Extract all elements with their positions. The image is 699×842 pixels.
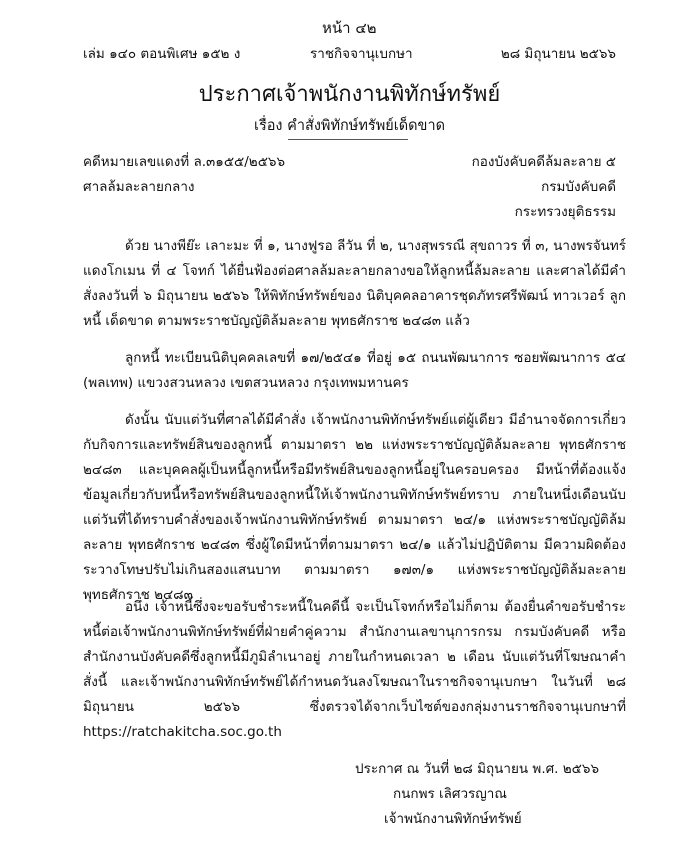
court-name: ศาลล้มละลายกลาง xyxy=(83,179,195,195)
title-divider xyxy=(288,139,408,140)
paragraph-creditor-claims: อนึ่ง เจ้าหนี้ซึ่งจะขอรับชำระหนี้ในคดีนี้ จะเป็นโจทก์หรือไม่ก็ตาม ต้องยื่นคำขอรับชำระหนี้ต่อเจ้าพนักงานพิทักษ์ทรัพย์ที่ฝ่ายคำคู่ความ สำนักงานเลขานุการกรม กรมบังคับคดี หรือ สำนักงานบังคับคดีซึ่งลูกหนี้มีภูมิลำเนาอยู่ ภายในกำหนดเวลา ๒ เดือน นับแต่วันที่โฆษณาคำสั่งนี้ และเจ้าพนักงานพิทักษ์ทรัพย์ได้กำหนดวันลงโฆษณาในราชกิจจานุเบกษา ในวันที่ ๒๘ มิถุนายน ๒๕๖๖ ซึ่งตรวจได้จากเว็บไซต์ของกลุ่มงานราชกิจจานุเบกษาที่ https://ratchakitcha.soc.go.th xyxy=(83,599,626,740)
gazette-date: ๒๘ มิถุนายน ๒๕๖๖ xyxy=(500,46,616,62)
gazette-name: ราชกิจจานุเบกษา xyxy=(310,46,413,62)
announcement-subject: เรื่อง คำสั่งพิทักษ์ทรัพย์เด็ดขาด xyxy=(253,118,446,134)
announcement-title: ประกาศเจ้าพนักงานพิทักษ์ทรัพย์ xyxy=(198,82,501,107)
department-name: กรมบังคับคดี xyxy=(541,179,616,195)
paragraph-petition: ด้วย นางพีย๊ะ เลาะมะ ที่ ๑, นางฟูรอ ลีวัน ที่ ๒, นางสุพรรณี สุขถาวร ที่ ๓, นางพรจันทร์ แดงโกเมน ที่ ๔ โจทก์ ได้ยื่นฟ้องต่อศาลล้มละลายกลางขอให้ลูกหนี้ล้มละลาย และศาลได้มีคำสั่งลงวันที่ ๖ มิถุนายน ๒๕๖๖ ให้พิทักษ์ทรัพย์ของ นิติบุคคลอาคารชุดภัทรศรีพัฒน์ ทาวเวอร์ ลูกหนี้ เด็ดขาด ตามพระราชบัญญัติล้มละลาย พุทธศักราช ๒๔๘๓ แล้ว xyxy=(83,238,626,329)
division-name: กองบังคับคดีล้มละลาย ๕ xyxy=(471,154,616,170)
signatory-position: เจ้าพนักงานพิทักษ์ทรัพย์ xyxy=(384,811,522,827)
paragraph-debtor-address: ลูกหนี้ ทะเบียนนิติบุคคลเลขที่ ๑๗/๒๕๔๑ ที่อยู่ ๑๕ ถนนพัฒนาการ ซอยพัฒนาการ ๕๔ (พลเทพ) แขวงสวนหลวง เขตสวนหลวง กรุงเทพมหานคร xyxy=(83,350,626,391)
paragraph-trustee-powers: ดังนั้น นับแต่วันที่ศาลได้มีคำสั่ง เจ้าพนักงานพิทักษ์ทรัพย์แต่ผู้เดียว มีอำนาจจัดการเกี่ยวกับกิจการและทรัพย์สินของลูกหนี้ ตามมาตรา ๒๒ แห่งพระราชบัญญัติล้มละลาย พุทธศักราช ๒๔๘๓ และบุคคลผู้เป็นหนี้ลูกหนี้หรือมีทรัพย์สินของลูกหนี้อยู่ในครอบครอง มีหน้าที่ต้องแจ้งข้อมูลเกี่ยวกับหนี้หรือทรัพย์สินของลูกหนี้ให้เจ้าพนักงานพิทักษ์ทรัพย์ทราบ ภายในหนึ่งเดือนนับแต่วันที่ได้ทราบคำสั่งของเจ้าพนักงานพิทักษ์ทรัพย์ ตามมาตรา ๒๔/๑ แห่งพระราชบัญญัติล้มละลาย พุทธศักราช ๒๔๘๓ ซึ่งผู้ใดมีหน้าที่ตามมาตรา ๒๔/๑ แล้วไม่ปฏิบัติตาม มีความผิดต้องระวางโทษปรับไม่เกินสองแสนบาท ตามมาตรา ๑๗๓/๑ แห่งพระราชบัญญัติล้มละลาย พุทธศักราช ๒๔๘๓ xyxy=(83,412,626,603)
signature-date: ประกาศ ณ วันที่ ๒๘ มิถุนายน พ.ศ. ๒๕๖๖ xyxy=(355,761,600,777)
case-number: คดีหมายเลขแดงที่ ล.๓๑๕๕/๒๕๖๖ xyxy=(83,154,286,170)
signatory-name: กนกพร เลิศวรญาณ xyxy=(393,786,507,802)
gazette-volume-issue: เล่ม ๑๔๐ ตอนพิเศษ ๑๕๒ ง xyxy=(83,46,241,62)
page-number: หน้า ๔๒ xyxy=(322,19,377,37)
ministry-name: กระทรวงยุติธรรม xyxy=(514,204,616,220)
